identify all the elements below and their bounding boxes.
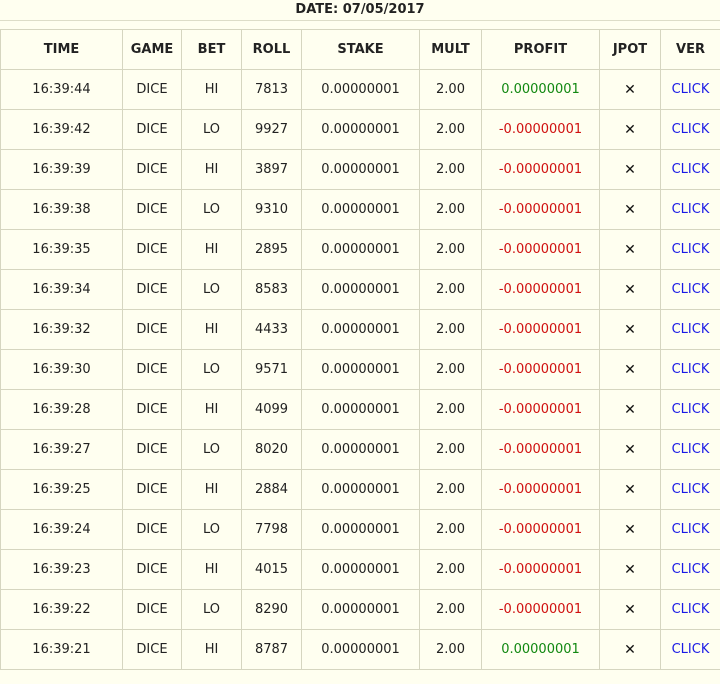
column-header-profit: PROFIT bbox=[482, 30, 600, 70]
cell-mult: 2.00 bbox=[436, 442, 465, 457]
cell-roll: 2895 bbox=[254, 242, 289, 257]
cell-stake: 0.00000001 bbox=[321, 322, 400, 337]
cell-profit-cell bbox=[482, 430, 600, 470]
cell-stake: 0.00000001 bbox=[321, 162, 400, 177]
cell-mult-cell bbox=[420, 390, 482, 430]
table-row bbox=[1, 630, 720, 670]
cell-time-cell bbox=[1, 630, 123, 670]
cell-mult: 2.00 bbox=[436, 362, 465, 377]
verify-link-cell bbox=[661, 350, 720, 390]
cell-roll: 7813 bbox=[254, 82, 289, 97]
jackpot-x-icon: ✕ bbox=[624, 561, 636, 578]
jackpot-x-icon: ✕ bbox=[624, 201, 636, 218]
jackpot-x-icon-cell bbox=[600, 110, 661, 150]
cell-game-cell bbox=[123, 430, 182, 470]
cell-time: 16:39:35 bbox=[32, 242, 91, 257]
cell-bet-cell bbox=[182, 110, 242, 150]
cell-bet: LO bbox=[202, 122, 220, 137]
table-row bbox=[1, 430, 720, 470]
cell-roll-cell bbox=[242, 590, 302, 630]
column-header-mult: MULT bbox=[420, 30, 482, 70]
table-row bbox=[1, 590, 720, 630]
verify-link-cell bbox=[661, 110, 720, 150]
cell-profit: -0.00000001 bbox=[498, 602, 583, 617]
cell-stake: 0.00000001 bbox=[321, 402, 400, 417]
jackpot-x-icon: ✕ bbox=[624, 401, 636, 418]
jackpot-x-icon-cell bbox=[600, 390, 661, 430]
table-row bbox=[1, 390, 720, 430]
cell-time: 16:39:27 bbox=[32, 442, 91, 457]
verify-link[interactable]: CLICK bbox=[671, 322, 710, 337]
cell-bet: HI bbox=[204, 482, 219, 497]
jackpot-x-icon-cell bbox=[600, 630, 661, 670]
cell-time-cell bbox=[1, 550, 123, 590]
cell-mult-cell bbox=[420, 510, 482, 550]
table-row bbox=[1, 110, 720, 150]
jackpot-x-icon-cell bbox=[600, 70, 661, 110]
cell-game: DICE bbox=[136, 602, 168, 617]
cell-game: DICE bbox=[136, 242, 168, 257]
jackpot-x-icon-cell bbox=[600, 510, 661, 550]
cell-profit-cell bbox=[482, 190, 600, 230]
date-heading: DATE: 07/05/2017 bbox=[0, 0, 720, 21]
verify-link[interactable]: CLICK bbox=[671, 202, 710, 217]
cell-profit: 0.00000001 bbox=[501, 82, 580, 97]
cell-profit-cell bbox=[482, 70, 600, 110]
cell-mult-cell bbox=[420, 230, 482, 270]
cell-stake-cell bbox=[302, 550, 420, 590]
cell-game-cell bbox=[123, 310, 182, 350]
verify-link-cell bbox=[661, 470, 720, 510]
cell-roll: 4433 bbox=[254, 322, 289, 337]
cell-profit: -0.00000001 bbox=[498, 122, 583, 137]
cell-bet: LO bbox=[202, 602, 220, 617]
cell-stake: 0.00000001 bbox=[321, 562, 400, 577]
cell-time-cell bbox=[1, 590, 123, 630]
cell-stake-cell bbox=[302, 630, 420, 670]
verify-link-cell bbox=[661, 430, 720, 470]
cell-stake: 0.00000001 bbox=[321, 82, 400, 97]
cell-mult-cell bbox=[420, 430, 482, 470]
verify-link[interactable]: CLICK bbox=[671, 642, 710, 657]
cell-game: DICE bbox=[136, 562, 168, 577]
cell-mult: 2.00 bbox=[436, 122, 465, 137]
cell-stake-cell bbox=[302, 590, 420, 630]
cell-roll-cell bbox=[242, 510, 302, 550]
cell-mult: 2.00 bbox=[436, 642, 465, 657]
column-header-stake: STAKE bbox=[302, 30, 420, 70]
jackpot-x-icon-cell bbox=[600, 430, 661, 470]
table-row bbox=[1, 550, 720, 590]
cell-time: 16:39:44 bbox=[32, 82, 91, 97]
verify-link[interactable]: CLICK bbox=[671, 522, 710, 537]
cell-profit: -0.00000001 bbox=[498, 402, 583, 417]
cell-profit-cell bbox=[482, 510, 600, 550]
cell-profit-cell bbox=[482, 310, 600, 350]
cell-roll-cell bbox=[242, 230, 302, 270]
cell-bet: LO bbox=[202, 362, 220, 377]
bet-history-table bbox=[0, 29, 720, 670]
cell-mult: 2.00 bbox=[436, 322, 465, 337]
cell-bet-cell bbox=[182, 470, 242, 510]
column-header-game: GAME bbox=[123, 30, 182, 70]
cell-roll: 3897 bbox=[254, 162, 289, 177]
jackpot-x-icon: ✕ bbox=[624, 321, 636, 338]
cell-stake-cell bbox=[302, 430, 420, 470]
cell-bet-cell bbox=[182, 230, 242, 270]
cell-profit-cell bbox=[482, 590, 600, 630]
cell-bet-cell bbox=[182, 350, 242, 390]
column-header-roll: ROLL bbox=[242, 30, 302, 70]
verify-link[interactable]: CLICK bbox=[671, 162, 710, 177]
cell-bet-cell bbox=[182, 390, 242, 430]
cell-profit: -0.00000001 bbox=[498, 162, 583, 177]
table-row bbox=[1, 310, 720, 350]
cell-roll-cell bbox=[242, 70, 302, 110]
cell-profit: -0.00000001 bbox=[498, 562, 583, 577]
cell-roll: 8583 bbox=[254, 282, 289, 297]
verify-link-cell bbox=[661, 310, 720, 350]
cell-time-cell bbox=[1, 70, 123, 110]
cell-profit-cell bbox=[482, 230, 600, 270]
cell-game: DICE bbox=[136, 522, 168, 537]
verify-link-cell bbox=[661, 550, 720, 590]
cell-profit: -0.00000001 bbox=[498, 522, 583, 537]
cell-stake-cell bbox=[302, 70, 420, 110]
jackpot-x-icon-cell bbox=[600, 270, 661, 310]
cell-game-cell bbox=[123, 510, 182, 550]
cell-mult: 2.00 bbox=[436, 242, 465, 257]
cell-profit-cell bbox=[482, 630, 600, 670]
cell-stake: 0.00000001 bbox=[321, 442, 400, 457]
cell-stake-cell bbox=[302, 190, 420, 230]
verify-link-cell bbox=[661, 270, 720, 310]
cell-mult: 2.00 bbox=[436, 282, 465, 297]
cell-mult-cell bbox=[420, 590, 482, 630]
cell-game: DICE bbox=[136, 122, 168, 137]
cell-bet-cell bbox=[182, 430, 242, 470]
jackpot-x-icon: ✕ bbox=[624, 521, 636, 538]
cell-game: DICE bbox=[136, 162, 168, 177]
cell-bet: HI bbox=[204, 162, 219, 177]
cell-profit: -0.00000001 bbox=[498, 442, 583, 457]
cell-stake: 0.00000001 bbox=[321, 522, 400, 537]
cell-bet: LO bbox=[202, 522, 220, 537]
cell-stake-cell bbox=[302, 110, 420, 150]
cell-stake-cell bbox=[302, 470, 420, 510]
cell-roll: 7798 bbox=[254, 522, 289, 537]
jackpot-x-icon-cell bbox=[600, 310, 661, 350]
cell-stake-cell bbox=[302, 270, 420, 310]
cell-mult-cell bbox=[420, 350, 482, 390]
column-header-time: TIME bbox=[1, 30, 123, 70]
verify-link-cell bbox=[661, 630, 720, 670]
cell-mult: 2.00 bbox=[436, 402, 465, 417]
cell-bet-cell bbox=[182, 590, 242, 630]
cell-game-cell bbox=[123, 70, 182, 110]
cell-stake: 0.00000001 bbox=[321, 642, 400, 657]
cell-time-cell bbox=[1, 150, 123, 190]
cell-bet: HI bbox=[204, 242, 219, 257]
cell-profit-cell bbox=[482, 270, 600, 310]
table-row bbox=[1, 230, 720, 270]
jackpot-x-icon: ✕ bbox=[624, 161, 636, 178]
cell-game-cell bbox=[123, 190, 182, 230]
cell-roll: 9310 bbox=[254, 202, 289, 217]
cell-stake-cell bbox=[302, 230, 420, 270]
cell-stake-cell bbox=[302, 350, 420, 390]
cell-stake-cell bbox=[302, 150, 420, 190]
cell-game-cell bbox=[123, 350, 182, 390]
cell-game: DICE bbox=[136, 442, 168, 457]
cell-game-cell bbox=[123, 150, 182, 190]
jackpot-x-icon: ✕ bbox=[624, 641, 636, 658]
cell-bet-cell bbox=[182, 150, 242, 190]
cell-roll-cell bbox=[242, 390, 302, 430]
cell-roll-cell bbox=[242, 470, 302, 510]
cell-bet-cell bbox=[182, 70, 242, 110]
cell-roll: 8290 bbox=[254, 602, 289, 617]
cell-mult-cell bbox=[420, 550, 482, 590]
verify-link[interactable]: CLICK bbox=[671, 242, 710, 257]
table-row bbox=[1, 470, 720, 510]
cell-bet: LO bbox=[202, 282, 220, 297]
cell-mult-cell bbox=[420, 110, 482, 150]
cell-stake-cell bbox=[302, 510, 420, 550]
cell-mult-cell bbox=[420, 270, 482, 310]
jackpot-x-icon: ✕ bbox=[624, 81, 636, 98]
verify-link[interactable]: CLICK bbox=[671, 442, 710, 457]
jackpot-x-icon-cell bbox=[600, 550, 661, 590]
cell-time-cell bbox=[1, 110, 123, 150]
verify-link-cell bbox=[661, 510, 720, 550]
cell-roll-cell bbox=[242, 110, 302, 150]
jackpot-x-icon: ✕ bbox=[624, 481, 636, 498]
cell-stake: 0.00000001 bbox=[321, 122, 400, 137]
verify-link[interactable]: CLICK bbox=[671, 282, 710, 297]
cell-bet: HI bbox=[204, 642, 219, 657]
cell-time-cell bbox=[1, 270, 123, 310]
cell-stake: 0.00000001 bbox=[321, 282, 400, 297]
cell-stake-cell bbox=[302, 390, 420, 430]
cell-profit-cell bbox=[482, 470, 600, 510]
cell-profit-cell bbox=[482, 550, 600, 590]
cell-time: 16:39:22 bbox=[32, 602, 91, 617]
cell-roll-cell bbox=[242, 190, 302, 230]
table-row bbox=[1, 270, 720, 310]
verify-link[interactable]: CLICK bbox=[671, 482, 710, 497]
table-header-row bbox=[1, 30, 720, 70]
jackpot-x-icon: ✕ bbox=[624, 361, 636, 378]
cell-roll: 8787 bbox=[254, 642, 289, 657]
cell-roll: 9927 bbox=[254, 122, 289, 137]
verify-link-cell bbox=[661, 190, 720, 230]
jackpot-x-icon-cell bbox=[600, 350, 661, 390]
cell-profit-cell bbox=[482, 350, 600, 390]
column-header-bet: BET bbox=[182, 30, 242, 70]
cell-time-cell bbox=[1, 350, 123, 390]
cell-time: 16:39:25 bbox=[32, 482, 91, 497]
cell-stake: 0.00000001 bbox=[321, 602, 400, 617]
cell-time: 16:39:34 bbox=[32, 282, 91, 297]
jackpot-x-icon: ✕ bbox=[624, 281, 636, 298]
cell-time: 16:39:38 bbox=[32, 202, 91, 217]
cell-game-cell bbox=[123, 470, 182, 510]
column-header-jpot: JPOT bbox=[600, 30, 661, 70]
verify-link-cell bbox=[661, 150, 720, 190]
cell-time: 16:39:39 bbox=[32, 162, 91, 177]
cell-stake: 0.00000001 bbox=[321, 482, 400, 497]
cell-profit: -0.00000001 bbox=[498, 242, 583, 257]
table-row bbox=[1, 510, 720, 550]
cell-bet-cell bbox=[182, 510, 242, 550]
cell-bet-cell bbox=[182, 310, 242, 350]
verify-link[interactable]: CLICK bbox=[671, 82, 710, 97]
cell-time-cell bbox=[1, 390, 123, 430]
table-row bbox=[1, 190, 720, 230]
verify-link-cell bbox=[661, 390, 720, 430]
cell-mult: 2.00 bbox=[436, 162, 465, 177]
cell-game-cell bbox=[123, 230, 182, 270]
cell-roll: 8020 bbox=[254, 442, 289, 457]
verify-link-cell bbox=[661, 590, 720, 630]
cell-profit: -0.00000001 bbox=[498, 482, 583, 497]
jackpot-x-icon-cell bbox=[600, 190, 661, 230]
cell-roll-cell bbox=[242, 150, 302, 190]
cell-game: DICE bbox=[136, 282, 168, 297]
cell-time-cell bbox=[1, 310, 123, 350]
cell-stake: 0.00000001 bbox=[321, 202, 400, 217]
cell-mult-cell bbox=[420, 190, 482, 230]
jackpot-x-icon: ✕ bbox=[624, 601, 636, 618]
verify-link[interactable]: CLICK bbox=[671, 562, 710, 577]
cell-game-cell bbox=[123, 590, 182, 630]
column-header-ver: VER bbox=[661, 30, 720, 70]
jackpot-x-icon: ✕ bbox=[624, 121, 636, 138]
cell-mult: 2.00 bbox=[436, 202, 465, 217]
cell-game-cell bbox=[123, 390, 182, 430]
cell-mult: 2.00 bbox=[436, 482, 465, 497]
cell-time: 16:39:24 bbox=[32, 522, 91, 537]
cell-bet: HI bbox=[204, 82, 219, 97]
verify-link[interactable]: CLICK bbox=[671, 122, 710, 137]
cell-time-cell bbox=[1, 470, 123, 510]
jackpot-x-icon-cell bbox=[600, 590, 661, 630]
cell-bet-cell bbox=[182, 190, 242, 230]
verify-link[interactable]: CLICK bbox=[671, 362, 710, 377]
cell-profit-cell bbox=[482, 390, 600, 430]
cell-roll: 9571 bbox=[254, 362, 289, 377]
cell-time: 16:39:21 bbox=[32, 642, 91, 657]
cell-profit-cell bbox=[482, 110, 600, 150]
cell-bet: LO bbox=[202, 442, 220, 457]
cell-mult-cell bbox=[420, 70, 482, 110]
cell-time-cell bbox=[1, 510, 123, 550]
cell-roll: 4099 bbox=[254, 402, 289, 417]
cell-profit: 0.00000001 bbox=[501, 642, 580, 657]
cell-bet: HI bbox=[204, 402, 219, 417]
cell-roll-cell bbox=[242, 630, 302, 670]
cell-mult: 2.00 bbox=[436, 522, 465, 537]
cell-time: 16:39:23 bbox=[32, 562, 91, 577]
cell-stake: 0.00000001 bbox=[321, 362, 400, 377]
cell-bet: LO bbox=[202, 202, 220, 217]
cell-time-cell bbox=[1, 430, 123, 470]
cell-mult: 2.00 bbox=[436, 82, 465, 97]
jackpot-x-icon: ✕ bbox=[624, 241, 636, 258]
table-body bbox=[1, 70, 720, 670]
jackpot-x-icon-cell bbox=[600, 470, 661, 510]
cell-profit: -0.00000001 bbox=[498, 322, 583, 337]
cell-game-cell bbox=[123, 110, 182, 150]
cell-game-cell bbox=[123, 550, 182, 590]
cell-mult-cell bbox=[420, 630, 482, 670]
cell-bet: HI bbox=[204, 562, 219, 577]
cell-bet-cell bbox=[182, 550, 242, 590]
cell-roll-cell bbox=[242, 310, 302, 350]
cell-bet-cell bbox=[182, 270, 242, 310]
cell-time: 16:39:28 bbox=[32, 402, 91, 417]
cell-mult: 2.00 bbox=[436, 602, 465, 617]
table-row bbox=[1, 70, 720, 110]
cell-game: DICE bbox=[136, 482, 168, 497]
cell-mult-cell bbox=[420, 310, 482, 350]
cell-roll-cell bbox=[242, 270, 302, 310]
cell-time: 16:39:30 bbox=[32, 362, 91, 377]
cell-mult-cell bbox=[420, 150, 482, 190]
cell-profit-cell bbox=[482, 150, 600, 190]
cell-roll: 4015 bbox=[254, 562, 289, 577]
cell-bet-cell bbox=[182, 630, 242, 670]
cell-roll-cell bbox=[242, 350, 302, 390]
cell-time: 16:39:42 bbox=[32, 122, 91, 137]
jackpot-x-icon: ✕ bbox=[624, 441, 636, 458]
cell-stake-cell bbox=[302, 310, 420, 350]
cell-mult-cell bbox=[420, 470, 482, 510]
cell-time-cell bbox=[1, 190, 123, 230]
cell-game: DICE bbox=[136, 202, 168, 217]
cell-roll-cell bbox=[242, 550, 302, 590]
cell-time-cell bbox=[1, 230, 123, 270]
verify-link-cell bbox=[661, 70, 720, 110]
cell-stake: 0.00000001 bbox=[321, 242, 400, 257]
jackpot-x-icon-cell bbox=[600, 150, 661, 190]
cell-profit: -0.00000001 bbox=[498, 282, 583, 297]
cell-bet: HI bbox=[204, 322, 219, 337]
cell-game: DICE bbox=[136, 362, 168, 377]
verify-link[interactable]: CLICK bbox=[671, 602, 710, 617]
cell-game-cell bbox=[123, 630, 182, 670]
table-row bbox=[1, 350, 720, 390]
jackpot-x-icon-cell bbox=[600, 230, 661, 270]
cell-profit: -0.00000001 bbox=[498, 362, 583, 377]
cell-profit: -0.00000001 bbox=[498, 202, 583, 217]
cell-game: DICE bbox=[136, 322, 168, 337]
cell-roll-cell bbox=[242, 430, 302, 470]
cell-time: 16:39:32 bbox=[32, 322, 91, 337]
verify-link[interactable]: CLICK bbox=[671, 402, 710, 417]
cell-game: DICE bbox=[136, 642, 168, 657]
cell-roll: 2884 bbox=[254, 482, 289, 497]
cell-game: DICE bbox=[136, 402, 168, 417]
verify-link-cell bbox=[661, 230, 720, 270]
cell-mult: 2.00 bbox=[436, 562, 465, 577]
table-row bbox=[1, 150, 720, 190]
cell-game-cell bbox=[123, 270, 182, 310]
cell-game: DICE bbox=[136, 82, 168, 97]
